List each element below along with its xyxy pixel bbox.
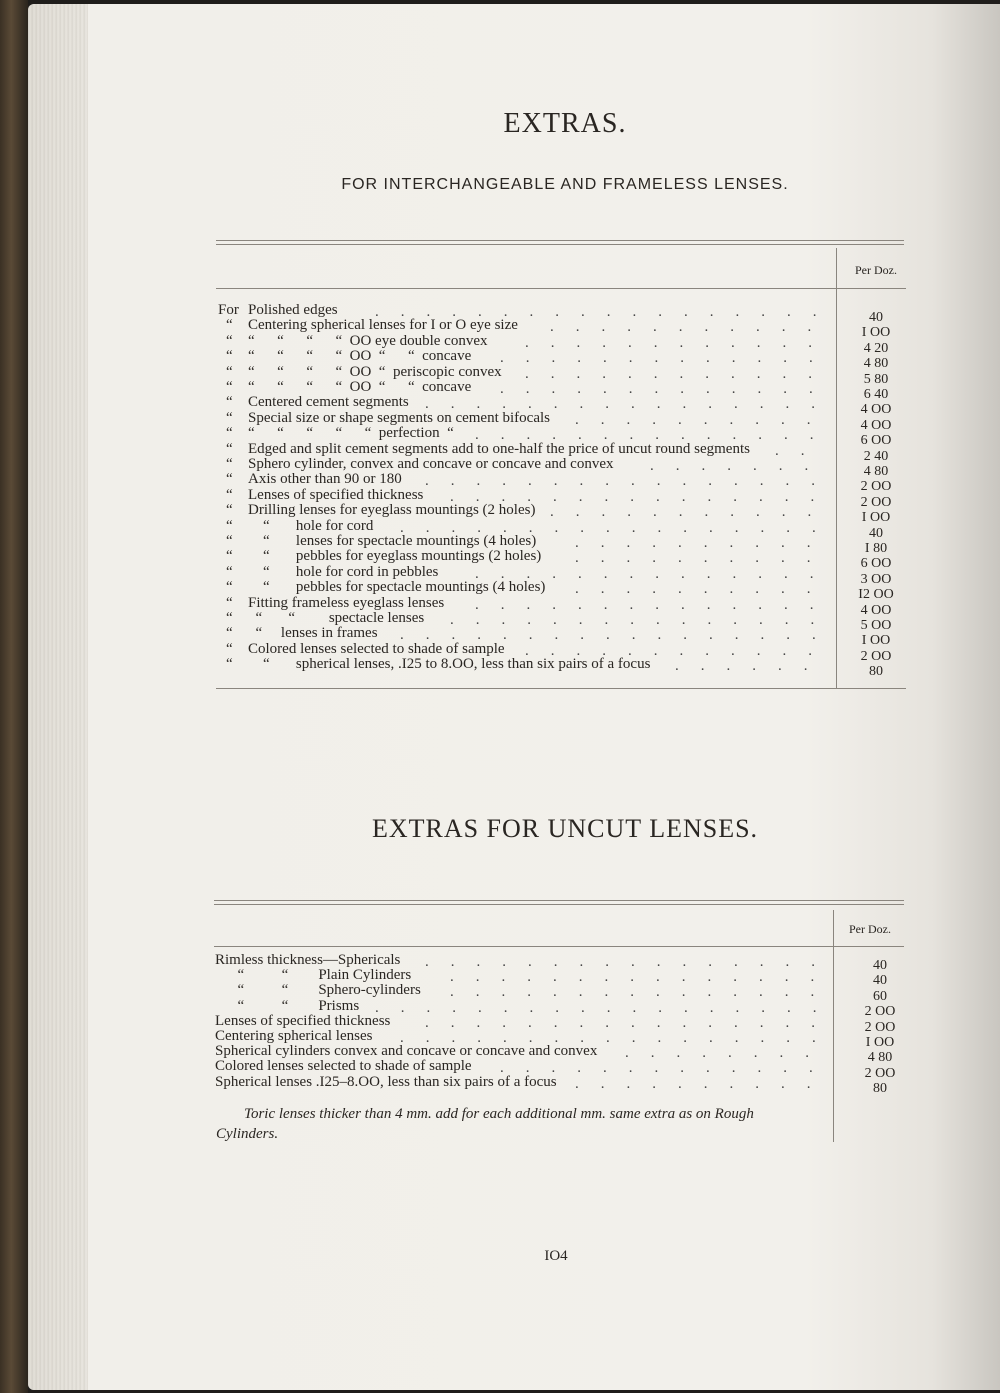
row-prefix: For [218,302,239,318]
row-label: Centered cement segments [248,394,409,411]
row-price: 4 80 [863,464,889,479]
row-label: “ “ “ “ OO “ “ concave [248,348,472,365]
dot-leader: ........... [550,319,834,336]
row-label: “ “ “ “ OO “ “ concave [248,379,472,395]
row-price: 2 OO [860,494,892,510]
page-number: IO4 [544,1248,568,1264]
row-label: Edged and split cement segments add to one-half the price of uncut round segments [248,440,750,457]
dot-leader: ........ [625,1045,831,1062]
row-label: Sphero cylinder, convex and concave or concave and convex [248,456,614,472]
row-price: 6 40 [863,387,889,402]
row-price: 4 OO [860,402,892,418]
row-label: “ “ “ “ “ perfection “ [248,425,454,442]
table2-row-label: Colored lenses selected to shade of sample [215,1058,472,1075]
row-prefix: “ [226,440,233,457]
row-prefix: “ [226,579,233,596]
row-prefix: “ [226,502,233,519]
row-price: 4 OO [860,417,892,433]
row-price: I OO [861,633,891,649]
dot-leader: ...... [675,658,830,675]
row-prefix: “ [226,409,233,426]
dot-leader: ................ [425,473,837,490]
dot-leader: ............... [450,969,837,986]
dot-leader: ............ [525,642,834,659]
row-price: I OO [861,510,891,526]
row-price: I 80 [864,541,888,556]
dot-leader: .......... [575,581,833,598]
section2-title: EXTRAS FOR UNCUT LENSES. [371,814,759,843]
row-label: “ hole for cord [248,517,374,534]
row-prefix: “ [226,640,233,657]
table2-row-price: 2 OO [864,1019,896,1035]
dot-leader: ................ [425,1014,837,1031]
dot-leader: ............ [525,365,834,382]
dot-leader: ........... [550,504,834,521]
row-prefix: “ [226,317,233,334]
row-price: 3 OO [860,571,892,587]
row-price: 6 OO [860,556,892,572]
table2-row-price: 2 OO [864,1004,896,1020]
row-prefix: “ [226,656,233,673]
table2-row-label: “ “ Plain Cylinders [215,967,412,984]
row-prefix: “ [226,610,233,626]
row-prefix: “ [226,625,233,642]
row-prefix: “ [226,332,233,349]
dot-leader: ................ [425,954,837,970]
dot-leader: ............ [525,334,834,351]
row-price: 40 [869,310,883,325]
table2-row-price: 40 [873,973,887,989]
dot-leader: .............. [475,565,836,582]
row-label: “ spherical lenses, .I25 to 8.OO, less than six pairs of a focus [248,656,651,673]
table2-row-label: Centering spherical lenses [215,1028,373,1044]
row-prefix: “ [226,348,233,365]
row-price: 4 OO [860,602,892,618]
table1-column-header: Per Doz. [855,263,897,277]
table2-row-price: 60 [873,988,887,1004]
table2-row-price: I OO [865,1035,895,1050]
row-prefix: “ [226,456,233,472]
dot-leader: .......... [575,1075,833,1092]
row-price: 2 OO [860,479,892,495]
dot-leader: .............. [475,427,836,444]
table2-column-header: Per Doz. [849,922,891,936]
row-price: I OO [861,325,891,341]
row-prefix: “ [226,394,233,411]
row-price: 40 [869,525,883,541]
row-prefix: “ [226,471,233,488]
row-prefix: “ [226,563,233,580]
table2-row-price: 40 [873,958,887,973]
row-label: Fitting frameless eyeglass lenses [248,594,445,611]
row-label: Lenses of specified thickness [248,486,424,503]
dot-leader: .. [775,442,827,459]
row-prefix: “ [226,486,233,503]
table2-row-label: Rimless thickness—Sphericals [215,952,401,968]
row-price: 5 OO [860,618,892,633]
table2-row-label: Spherical lenses .I25–8.OO, less than six pairs of a focus [215,1073,557,1090]
dot-leader: .............. [475,596,836,613]
dot-leader: ................. [400,1030,838,1046]
dot-leader: .......... [575,535,833,551]
row-price: 4 20 [863,340,889,356]
row-prefix: “ [226,594,233,611]
table2-row-label: “ “ Prisms [215,997,360,1014]
dot-leader: .................. [375,999,839,1016]
dot-leader: ............. [500,350,835,367]
row-label: “ “ “ “ OO eye double convex [248,332,488,349]
dot-leader: .......... [575,411,833,428]
table2-note: Toric lenses thicker than 4 mm. add for each additional mm. same extra as on Rough Cylinders. [216,1106,754,1142]
row-prefix: “ [226,548,233,565]
dot-leader: ............. [500,1060,835,1077]
table2-row-label: Lenses of specified thickness [215,1012,391,1029]
row-price: 5 80 [863,371,889,387]
row-label: Drilling lenses for eyeglass mountings (2 holes) [248,502,536,519]
table2-row-label: “ “ Sphero-cylinders [215,982,421,999]
row-prefix: “ [226,533,233,549]
dot-leader: ............. [500,381,835,397]
row-label: Polished edges [248,302,338,318]
row-price: I2 OO [858,587,894,603]
row-prefix: “ [226,363,233,380]
row-prefix: “ [226,379,233,395]
dot-leader: ............... [450,984,837,1001]
dot-leader: ............... [450,612,837,628]
page-title: EXTRAS. [503,108,627,139]
row-label: Centering spherical lenses for I or O eye size [248,317,518,334]
row-price: 4 80 [863,356,889,372]
row-label: “ pebbles for spectacle mountings (4 holes) [248,579,546,596]
row-prefix: “ [226,425,233,442]
table2-row-label: Spherical cylinders convex and concave or concave and convex [215,1043,598,1060]
row-label: “ lenses in frames [248,625,378,642]
dot-leader: .......... [575,550,833,567]
row-prefix: “ [226,517,233,534]
row-price: 2 40 [863,448,889,464]
dot-leader: ................ [425,396,837,413]
dot-leader: .................. [375,304,839,320]
row-price: 6 OO [860,433,892,449]
dot-leader: ....... [650,458,831,474]
dot-leader: ............... [450,488,837,505]
dot-leader: ................. [400,627,838,644]
row-label: Colored lenses selected to shade of sample [248,640,505,657]
table2-row-price: 80 [873,1081,887,1097]
row-price: 80 [869,664,883,680]
row-label: “ lenses for spectacle mountings (4 holes) [248,533,537,549]
row-label: “ hole for cord in pebbles [248,563,439,580]
table2-row-price: 4 80 [867,1050,893,1066]
page-subtitle: FOR INTERCHANGEABLE AND FRAMELESS LENSES. [341,176,789,193]
dot-leader: ................. [400,519,838,536]
row-label: Special size or shape segments on cement bifocals [248,409,550,426]
table2-row-price: 2 OO [864,1065,896,1081]
row-price: 2 OO [860,648,892,664]
row-label: Axis other than 90 or 180 [248,471,402,488]
row-label: “ pebbles for eyeglass mountings (2 holes) [248,548,542,565]
row-label: “ “ “ “ OO “ periscopic convex [248,363,502,380]
row-label: “ “ spectacle lenses [248,610,425,626]
